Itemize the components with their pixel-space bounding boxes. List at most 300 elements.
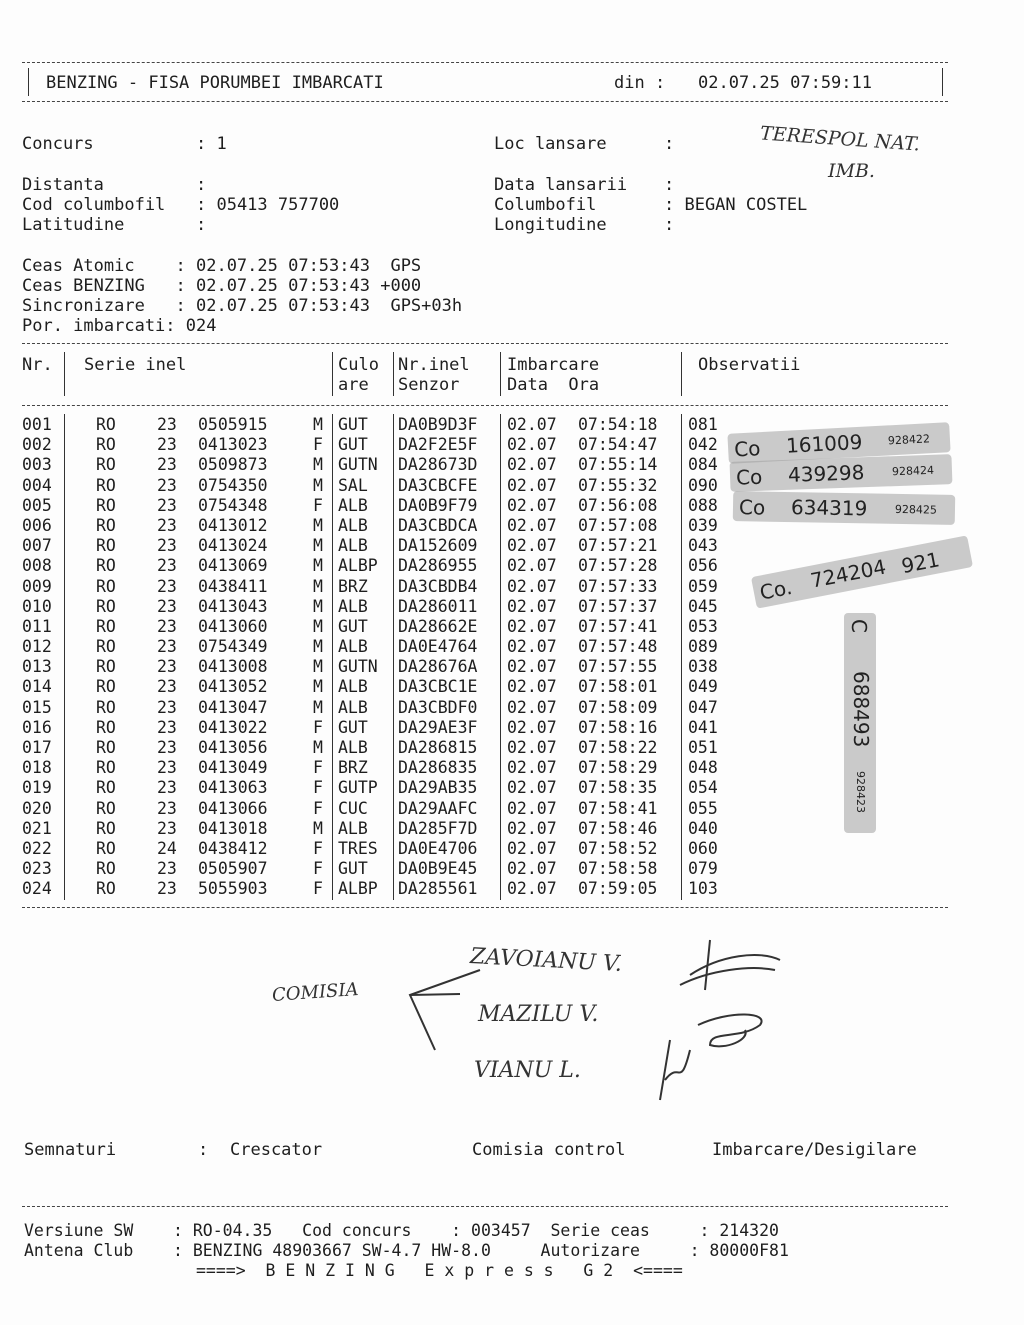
table-cell-data: 02.07 xyxy=(507,596,557,616)
por-imbarcati-line: Por. imbarcati: 024 xyxy=(22,316,217,336)
table-cell-obs: 055 xyxy=(688,798,718,818)
table-cell-nr: 018 xyxy=(22,758,52,778)
table-cell-senzor: DA0B9D3F xyxy=(398,415,478,434)
table-cell-an: 23 xyxy=(157,717,177,737)
top-rule xyxy=(22,62,948,63)
footer-versiune-line: Versiune SW : RO-04.35 Cod concurs : 003457 Serie ceas : 214320 xyxy=(24,1221,779,1240)
col-sep-4 xyxy=(500,352,501,396)
table-cell-sex: F xyxy=(313,859,323,879)
table-cell-ora: 07:55:14 xyxy=(578,455,658,475)
table-cell-senzor: DA0B9F79 xyxy=(398,495,478,515)
col-sep-2 xyxy=(332,352,333,396)
sticker-prefix: Co xyxy=(733,436,761,462)
col-culoare xyxy=(338,415,378,900)
table-cell-ora: 07:58:09 xyxy=(578,697,658,717)
table-cell-tara: RO xyxy=(96,435,116,455)
table-cell-culoare: GUT xyxy=(338,616,368,636)
table-cell-sex: F xyxy=(313,798,323,818)
table-cell-nr: 020 xyxy=(22,798,52,818)
table-cell-tara: RO xyxy=(96,818,116,838)
table-cell-an: 23 xyxy=(157,738,177,757)
table-cell-senzor: DA28676A xyxy=(398,657,478,677)
distanta-value: : xyxy=(196,175,207,195)
table-cell-an: 23 xyxy=(157,415,177,434)
table-cell-an: 23 xyxy=(157,495,177,515)
table-cell-culoare: GUT xyxy=(338,859,368,879)
sticker-4 xyxy=(751,535,973,608)
table-cell-senzor: DA29AE3F xyxy=(398,717,478,737)
table-cell-data: 02.07 xyxy=(507,657,557,677)
table-cell-culoare: ALB xyxy=(338,677,368,697)
table-cell-culoare: GUTP xyxy=(338,778,378,798)
cod-columbofil-label: Cod columbofil xyxy=(22,195,166,215)
table-cell-ora: 07:57:33 xyxy=(578,576,658,596)
table-cell-senzor: DA28662E xyxy=(398,616,478,636)
handwritten-marks xyxy=(380,930,800,1110)
ceas-benzing-line: Ceas BENZING : 02.07.25 07:53:43 +000 xyxy=(22,276,422,296)
body-sep-2 xyxy=(332,414,333,900)
semnaturi-label: Semnaturi xyxy=(24,1140,117,1160)
table-cell-tara: RO xyxy=(96,717,116,737)
table-cell-culoare: GUT xyxy=(338,415,368,434)
table-cell-inel: 0413008 xyxy=(198,657,268,677)
table-cell-an: 23 xyxy=(157,515,177,535)
table-cell-senzor: DA286835 xyxy=(398,758,478,778)
sticker-code: 928422 xyxy=(887,432,931,448)
table-cell-nr: 019 xyxy=(22,778,52,798)
table-cell-tara: RO xyxy=(96,697,116,717)
col-data xyxy=(507,415,557,900)
table-cell-culoare: GUT xyxy=(338,435,368,455)
table-cell-nr: 023 xyxy=(22,859,52,879)
sticker-code: 928423 xyxy=(854,771,867,813)
table-cell-senzor: DA3CBDCA xyxy=(398,515,478,535)
body-sep-1 xyxy=(64,414,65,900)
table-cell-nr: 014 xyxy=(22,677,52,697)
table-cell-nr: 017 xyxy=(22,738,52,757)
table-cell-inel: 0754348 xyxy=(198,495,268,515)
table-cell-obs: 047 xyxy=(688,697,718,717)
columbofil-value: : BEGAN COSTEL xyxy=(664,195,808,215)
table-cell-obs: 079 xyxy=(688,859,718,879)
table-cell-tara: RO xyxy=(96,475,116,495)
table-cell-sex: M xyxy=(313,677,323,697)
table-cell-senzor: DA3CBC1E xyxy=(398,677,478,697)
table-cell-an: 23 xyxy=(157,455,177,475)
table-bottom-rule xyxy=(22,907,948,908)
sticker-number: 439298 xyxy=(787,460,865,487)
table-cell-tara: RO xyxy=(96,677,116,697)
table-cell-nr: 013 xyxy=(22,657,52,677)
table-cell-ora: 07:58:35 xyxy=(578,778,658,798)
table-cell-ora: 07:57:28 xyxy=(578,556,658,576)
table-cell-culoare: CUC xyxy=(338,798,368,818)
table-cell-senzor: DA3CBDF0 xyxy=(398,697,478,717)
longitudine-label: Longitudine xyxy=(494,215,607,235)
table-cell-culoare: BRZ xyxy=(338,576,368,596)
table-cell-obs: 043 xyxy=(688,536,718,556)
table-cell-sex: F xyxy=(313,495,323,515)
table-cell-tara: RO xyxy=(96,515,116,535)
table-cell-sex: F xyxy=(313,778,323,798)
body-sep-3 xyxy=(393,414,394,900)
table-cell-tara: RO xyxy=(96,798,116,818)
table-cell-data: 02.07 xyxy=(507,455,557,475)
table-cell-nr: 016 xyxy=(22,717,52,737)
table-cell-an: 23 xyxy=(157,657,177,677)
table-cell-obs: 088 xyxy=(688,495,718,515)
semnaturi-colon: : xyxy=(198,1140,209,1160)
report-datetime: 02.07.25 07:59:11 xyxy=(698,73,872,93)
table-cell-obs: 038 xyxy=(688,657,718,677)
table-cell-sex: F xyxy=(313,838,323,858)
table-cell-obs: 039 xyxy=(688,515,718,535)
table-cell-obs: 090 xyxy=(688,475,718,495)
table-cell-inel: 0413049 xyxy=(198,758,268,778)
table-cell-sex: F xyxy=(313,879,323,899)
footer-top-rule xyxy=(22,1206,948,1207)
col-inel xyxy=(198,415,268,900)
table-cell-data: 02.07 xyxy=(507,798,557,818)
table-cell-data: 02.07 xyxy=(507,637,557,657)
table-cell-inel: 0413024 xyxy=(198,536,268,556)
table-cell-obs: 051 xyxy=(688,738,718,757)
columbofil-label: Columbofil xyxy=(494,195,597,215)
table-cell-senzor: DA3CBDB4 xyxy=(398,576,478,596)
table-cell-obs: 089 xyxy=(688,637,718,657)
table-cell-culoare: ALB xyxy=(338,637,368,657)
table-cell-culoare: GUTN xyxy=(338,455,378,475)
table-cell-tara: RO xyxy=(96,758,116,778)
table-cell-data: 02.07 xyxy=(507,758,557,778)
table-cell-obs: 041 xyxy=(688,717,718,737)
table-cell-culoare: ALB xyxy=(338,515,368,535)
table-cell-an: 23 xyxy=(157,758,177,778)
table-cell-nr: 005 xyxy=(22,495,52,515)
sticker-number: 724204 xyxy=(808,554,889,593)
table-cell-nr: 007 xyxy=(22,536,52,556)
table-cell-nr: 010 xyxy=(22,596,52,616)
table-cell-nr: 002 xyxy=(22,435,52,455)
table-cell-culoare: GUTN xyxy=(338,657,378,677)
col-nr xyxy=(22,415,52,900)
table-cell-sex: F xyxy=(313,435,323,455)
table-cell-ora: 07:58:58 xyxy=(578,859,658,879)
table-cell-an: 23 xyxy=(157,576,177,596)
table-cell-inel: 0413023 xyxy=(198,435,268,455)
sticker-3 xyxy=(733,491,955,525)
table-cell-data: 02.07 xyxy=(507,495,557,515)
table-cell-data: 02.07 xyxy=(507,415,557,434)
col-sep-1 xyxy=(64,352,65,396)
table-cell-nr: 003 xyxy=(22,455,52,475)
table-cell-senzor: DA29AAFC xyxy=(398,798,478,818)
loc-lansare-label: Loc lansare xyxy=(494,134,607,154)
table-cell-obs: 054 xyxy=(688,778,718,798)
table-cell-an: 23 xyxy=(157,859,177,879)
signature-imbarcare-desigilare: Imbarcare/Desigilare xyxy=(712,1140,917,1160)
sticker-prefix: Co xyxy=(738,495,766,520)
col-obs xyxy=(688,415,718,900)
table-cell-ora: 07:56:08 xyxy=(578,495,658,515)
header-left-border xyxy=(28,68,29,96)
table-cell-inel: 0505915 xyxy=(198,415,268,434)
table-cell-an: 23 xyxy=(157,556,177,576)
table-cell-data: 02.07 xyxy=(507,879,557,899)
table-cell-ora: 07:57:41 xyxy=(578,616,658,636)
table-cell-inel: 0413022 xyxy=(198,717,268,737)
sticker-prefix: Co. xyxy=(757,574,795,605)
latitudine-value: : xyxy=(196,215,207,235)
header-nrinel-1: Nr.inel xyxy=(398,355,470,375)
table-cell-obs: 040 xyxy=(688,818,718,838)
header-serie-inel: Serie inel xyxy=(84,355,187,375)
table-cell-culoare: ALB xyxy=(338,596,368,616)
table-cell-nr: 022 xyxy=(22,838,52,858)
table-cell-senzor: DA3CBCFE xyxy=(398,475,478,495)
table-cell-sex: M xyxy=(313,515,323,535)
table-cell-obs: 045 xyxy=(688,596,718,616)
col-an xyxy=(157,415,177,900)
table-cell-senzor: DA286011 xyxy=(398,596,478,616)
table-cell-ora: 07:58:16 xyxy=(578,717,658,737)
longitudine-value: : xyxy=(664,215,675,235)
table-cell-an: 23 xyxy=(157,616,177,636)
table-cell-data: 02.07 xyxy=(507,818,557,838)
sticker-2 xyxy=(730,454,953,492)
col-ora xyxy=(578,415,657,900)
table-cell-ora: 07:58:22 xyxy=(578,738,658,757)
table-cell-tara: RO xyxy=(96,536,116,556)
table-cell-obs: 056 xyxy=(688,556,718,576)
table-cell-culoare: SAL xyxy=(338,475,368,495)
sticker-prefix: Co xyxy=(735,464,763,490)
table-cell-ora: 07:57:37 xyxy=(578,596,658,616)
table-cell-tara: RO xyxy=(96,495,116,515)
table-cell-sex: M xyxy=(313,475,323,495)
sticker-number: 161009 xyxy=(785,429,863,458)
table-cell-obs: 053 xyxy=(688,616,718,636)
table-cell-senzor: DA285561 xyxy=(398,879,478,899)
loc-lansare-value: : xyxy=(664,134,675,154)
handwritten-member-1: ZAVOIANU V. xyxy=(469,944,623,977)
table-cell-an: 23 xyxy=(157,536,177,556)
table-cell-data: 02.07 xyxy=(507,536,557,556)
body-sep-4 xyxy=(500,414,501,900)
header-bottom-rule xyxy=(22,101,948,102)
handwritten-member-3: VIANU L. xyxy=(474,1058,581,1083)
table-cell-inel: 0413056 xyxy=(198,738,268,757)
table-cell-inel: 0413052 xyxy=(198,677,268,697)
table-cell-obs: 042 xyxy=(688,435,718,455)
concurs-label: Concurs xyxy=(22,134,94,154)
table-cell-culoare: ALB xyxy=(338,495,368,515)
table-cell-data: 02.07 xyxy=(507,838,557,858)
table-cell-obs: 049 xyxy=(688,677,718,697)
table-cell-sex: M xyxy=(313,818,323,838)
table-cell-an: 23 xyxy=(157,596,177,616)
table-cell-obs: 060 xyxy=(688,838,718,858)
col-sex xyxy=(313,415,323,900)
table-cell-sex: M xyxy=(313,657,323,677)
table-cell-data: 02.07 xyxy=(507,616,557,636)
table-cell-data: 02.07 xyxy=(507,859,557,879)
table-cell-inel: 0413047 xyxy=(198,697,268,717)
table-cell-nr: 011 xyxy=(22,616,52,636)
table-cell-inel: 0438412 xyxy=(198,838,268,858)
table-cell-sex: M xyxy=(313,536,323,556)
table-cell-an: 23 xyxy=(157,475,177,495)
header-nr: Nr. xyxy=(22,355,53,375)
table-cell-data: 02.07 xyxy=(507,697,557,717)
table-cell-tara: RO xyxy=(96,838,116,858)
table-cell-tara: RO xyxy=(96,637,116,657)
table-cell-culoare: ALBP xyxy=(338,556,378,576)
table-cell-ora: 07:58:52 xyxy=(578,838,658,858)
table-cell-an: 23 xyxy=(157,798,177,818)
table-cell-inel: 0505907 xyxy=(198,859,268,879)
table-cell-an: 23 xyxy=(157,677,177,697)
table-cell-nr: 004 xyxy=(22,475,52,495)
table-cell-inel: 0754350 xyxy=(198,475,268,495)
table-cell-senzor: DA285F7D xyxy=(398,818,478,838)
table-top-rule xyxy=(22,343,948,344)
table-cell-inel: 0413043 xyxy=(198,596,268,616)
table-cell-culoare: TRES xyxy=(338,838,378,858)
table-cell-culoare: ALB xyxy=(338,738,368,757)
ceas-atomic-line: Ceas Atomic : 02.07.25 07:53:43 GPS xyxy=(22,256,422,276)
sticker-number: 634319 xyxy=(790,495,868,521)
header-culoare-1: Culo xyxy=(338,355,379,375)
table-cell-ora: 07:58:46 xyxy=(578,818,658,838)
table-cell-data: 02.07 xyxy=(507,515,557,535)
table-cell-culoare: ALB xyxy=(338,536,368,556)
table-cell-tara: RO xyxy=(96,657,116,677)
table-cell-nr: 012 xyxy=(22,637,52,657)
table-cell-obs: 084 xyxy=(688,455,718,475)
concurs-value: : 1 xyxy=(196,134,227,154)
table-cell-inel: 0438411 xyxy=(198,576,268,596)
table-cell-senzor: DA286815 xyxy=(398,738,478,757)
table-cell-culoare: ALBP xyxy=(338,879,378,899)
latitudine-label: Latitudine xyxy=(22,215,125,235)
table-cell-senzor: DA0B9E45 xyxy=(398,859,478,879)
col-sep-5 xyxy=(681,352,682,396)
table-cell-ora: 07:54:18 xyxy=(578,415,658,434)
table-header-rule xyxy=(22,405,948,406)
table-cell-sex: M xyxy=(313,455,323,475)
table-cell-senzor: DA28673D xyxy=(398,455,478,475)
table-cell-sex: F xyxy=(313,717,323,737)
table-cell-data: 02.07 xyxy=(507,435,557,455)
table-cell-data: 02.07 xyxy=(507,738,557,757)
table-cell-sex: M xyxy=(313,576,323,596)
header-observatii: Observatii xyxy=(698,355,801,375)
table-cell-tara: RO xyxy=(96,596,116,616)
sticker-code: 928424 xyxy=(891,463,935,479)
table-cell-ora: 07:58:01 xyxy=(578,677,658,697)
table-cell-data: 02.07 xyxy=(507,717,557,737)
table-cell-an: 23 xyxy=(157,818,177,838)
table-cell-inel: 0413018 xyxy=(198,818,268,838)
table-cell-ora: 07:57:55 xyxy=(578,657,658,677)
header-right-border xyxy=(942,68,943,96)
table-cell-an: 23 xyxy=(157,435,177,455)
table-cell-ora: 07:54:47 xyxy=(578,435,658,455)
table-cell-sex: M xyxy=(313,596,323,616)
table-cell-an: 23 xyxy=(157,637,177,657)
sincronizare-line: Sincronizare : 02.07.25 07:53:43 GPS+03h xyxy=(22,296,463,316)
table-cell-sex: M xyxy=(313,616,323,636)
table-cell-tara: RO xyxy=(96,616,116,636)
table-cell-senzor: DA286955 xyxy=(398,556,478,576)
table-cell-data: 02.07 xyxy=(507,475,557,495)
table-cell-nr: 015 xyxy=(22,697,52,717)
sticker-number: 688493 xyxy=(849,671,873,748)
sticker-prefix: C xyxy=(847,619,871,633)
table-cell-ora: 07:57:21 xyxy=(578,536,658,556)
table-cell-sex: M xyxy=(313,738,323,757)
col-sep-3 xyxy=(393,352,394,396)
col-senzor xyxy=(398,415,477,900)
handwritten-member-2: MAZILU V. xyxy=(478,1002,599,1027)
table-cell-sex: F xyxy=(313,758,323,778)
table-cell-nr: 009 xyxy=(22,576,52,596)
table-cell-senzor: DA152609 xyxy=(398,536,478,556)
table-cell-tara: RO xyxy=(96,778,116,798)
sticker-code: 921 xyxy=(899,547,942,579)
table-cell-sex: M xyxy=(313,697,323,717)
data-lansarii-label: Data lansarii xyxy=(494,175,628,195)
footer-antena-line: Antena Club : BENZING 48903667 SW-4.7 HW-8.0 Autorizare : 80000F81 xyxy=(24,1241,789,1260)
table-cell-nr: 008 xyxy=(22,556,52,576)
handwritten-comisia: COMISIA xyxy=(271,979,360,1006)
table-cell-data: 02.07 xyxy=(507,576,557,596)
table-cell-inel: 0413012 xyxy=(198,515,268,535)
table-cell-tara: RO xyxy=(96,455,116,475)
table-cell-nr: 024 xyxy=(22,879,52,899)
table-cell-tara: RO xyxy=(96,415,116,434)
table-cell-tara: RO xyxy=(96,576,116,596)
table-cell-obs: 081 xyxy=(688,415,718,434)
table-cell-nr: 021 xyxy=(22,818,52,838)
table-cell-ora: 07:58:29 xyxy=(578,758,658,778)
table-cell-senzor: DA2F2E5F xyxy=(398,435,478,455)
data-lansarii-value: : xyxy=(664,175,675,195)
table-cell-sex: M xyxy=(313,556,323,576)
table-cell-culoare: ALB xyxy=(338,697,368,717)
table-cell-inel: 0413060 xyxy=(198,616,268,636)
sticker-code: 928425 xyxy=(894,502,938,517)
table-cell-inel: 0413063 xyxy=(198,778,268,798)
header-imbarcare-2: Data Ora xyxy=(507,375,600,395)
table-cell-ora: 07:59:05 xyxy=(578,879,658,899)
signature-crescator: Crescator xyxy=(230,1140,323,1160)
header-culoare-2: are xyxy=(338,375,369,395)
distanta-label: Distanta xyxy=(22,175,104,195)
table-cell-culoare: BRZ xyxy=(338,758,368,778)
table-cell-sex: M xyxy=(313,637,323,657)
table-cell-obs: 103 xyxy=(688,879,718,899)
table-cell-nr: 001 xyxy=(22,415,52,434)
table-cell-senzor: DA0E4706 xyxy=(398,838,478,858)
cod-columbofil-value: : 05413 757700 xyxy=(196,195,340,215)
table-cell-senzor: DA0E4764 xyxy=(398,637,478,657)
table-cell-an: 23 xyxy=(157,778,177,798)
header-nrinel-2: Senzor xyxy=(398,375,460,395)
table-cell-inel: 0413069 xyxy=(198,556,268,576)
table-cell-tara: RO xyxy=(96,879,116,899)
